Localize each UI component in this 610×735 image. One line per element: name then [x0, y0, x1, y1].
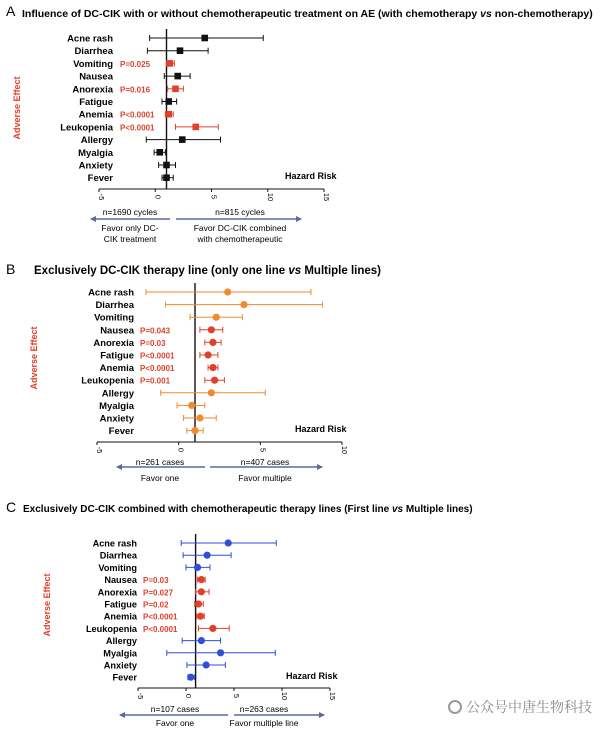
favor-right-text: Favor multiple [238, 473, 292, 483]
x-tick-label: -5 [97, 193, 106, 201]
p-value-label: P<0.0001 [140, 364, 175, 374]
row-label: Anxiety [78, 160, 113, 172]
point-estimate [198, 588, 205, 595]
row-label: Acne rash [67, 33, 113, 45]
row-label: Nausea [79, 71, 113, 83]
row-label: Allergy [101, 388, 134, 400]
row-label: Nausea [104, 575, 137, 586]
point-estimate [174, 73, 181, 80]
favor-left-n: n=1690 cycles [102, 207, 158, 217]
favor-right-arrowhead [296, 216, 302, 222]
p-value-label: P<0.0001 [143, 612, 178, 622]
x-tick-label: 15 [322, 192, 331, 202]
row-label: Myalgia [78, 147, 113, 159]
x-axis-title: Hazard Risk [286, 671, 338, 681]
row-label: Anorexia [97, 587, 137, 598]
row-label: Diarrhea [99, 550, 137, 561]
row-label: Fever [87, 173, 113, 185]
point-estimate [224, 288, 231, 295]
favor-left-arrowhead [119, 712, 125, 718]
favor-left-text: CIK treatment [103, 234, 157, 244]
y-axis-label: Adverse Effect [42, 573, 52, 637]
point-estimate [165, 98, 172, 105]
point-estimate [213, 314, 220, 321]
row-label: Nausea [100, 325, 134, 337]
p-value-label: P=0.027 [143, 588, 174, 598]
row-label: Myalgia [103, 648, 137, 659]
point-estimate [203, 661, 210, 668]
p-value-label: P<0.0001 [140, 351, 175, 361]
favor-right-arrowhead [317, 464, 323, 470]
point-estimate [209, 625, 216, 632]
p-value-label: P=0.025 [120, 59, 151, 69]
panel-letter: A [6, 3, 16, 19]
row-label: Anorexia [72, 84, 113, 96]
point-estimate [187, 674, 194, 681]
panel-title: Exclusively DC-CIK therapy line (only one line vs Multiple lines) [34, 265, 382, 277]
p-value-label: P=0.03 [143, 576, 169, 586]
x-axis-title: Hazard Risk [285, 171, 337, 181]
row-label: Anxiety [99, 413, 134, 425]
point-estimate [204, 351, 211, 358]
x-tick-label: 0 [153, 194, 163, 200]
point-estimate [201, 35, 208, 42]
row-label: Anemia [103, 611, 137, 622]
row-label: Fever [108, 426, 134, 438]
row-label: Fatigue [79, 97, 113, 108]
point-estimate [209, 364, 216, 371]
favor-right-arrowhead [319, 712, 325, 718]
p-value-label: P<0.0001 [120, 110, 155, 120]
point-estimate [192, 124, 199, 131]
row-label: Myalgia [99, 400, 134, 412]
row-label: Fatigue [104, 599, 137, 610]
x-tick-label: -5 [95, 446, 104, 454]
panel-letter: B [6, 261, 16, 277]
y-axis-label: Adverse Effect [12, 76, 22, 140]
p-value-label: P=0.043 [140, 326, 171, 336]
x-tick-label: 10 [280, 691, 289, 701]
favor-right-text: with chemotherapeutic [197, 234, 283, 244]
point-estimate [195, 600, 202, 607]
favor-right-n: n=815 cycles [215, 207, 265, 217]
favor-left-n: n=261 cases [135, 457, 185, 467]
p-value-label: P<0.0001 [143, 624, 178, 634]
favor-right-n: n=407 cases [240, 457, 290, 467]
row-label: Anemia [99, 363, 134, 375]
point-estimate [240, 301, 247, 308]
point-estimate [198, 576, 205, 583]
row-label: Acne rash [88, 287, 134, 299]
point-estimate [198, 637, 205, 644]
point-estimate [177, 47, 184, 54]
favor-left-text: Favor one [155, 718, 195, 728]
favor-left-arrowhead [90, 216, 96, 222]
x-tick-label: 0 [184, 693, 193, 699]
row-label: Allergy [80, 135, 113, 147]
x-tick-label: 0 [176, 447, 186, 453]
x-axis-title: Hazard Risk [295, 424, 347, 434]
row-label: Diarrhea [74, 46, 113, 58]
p-value-label: P=0.016 [120, 85, 151, 95]
x-tick-label: 5 [258, 447, 268, 453]
row-label: Anorexia [93, 337, 134, 349]
point-estimate [188, 402, 195, 409]
row-label: Vomiting [94, 312, 134, 324]
row-label: Fever [112, 672, 137, 683]
point-estimate [172, 86, 179, 93]
row-label: Leukopenia [60, 122, 113, 134]
point-estimate [167, 60, 174, 67]
point-estimate [163, 162, 170, 169]
row-label: Leukopenia [85, 623, 137, 634]
point-estimate [209, 339, 216, 346]
favor-right-text: Favor multiple line [229, 718, 299, 728]
favor-left-n: n=107 cases [150, 704, 200, 714]
point-estimate [208, 326, 215, 333]
panel-letter: C [6, 499, 17, 515]
favor-right-n: n=263 cases [239, 704, 289, 714]
p-value-label: P<0.0001 [120, 123, 155, 133]
panel-title: Influence of DC-CIK with or without chemotherapeutic treatment on AE (with chemotherapy vs non-chemotherapy) [22, 8, 593, 20]
favor-left-arrowhead [116, 464, 122, 470]
point-estimate [225, 539, 232, 546]
point-estimate [211, 377, 218, 384]
point-estimate [204, 552, 211, 559]
point-estimate [165, 111, 172, 118]
x-tick-label: -5 [136, 692, 145, 700]
x-tick-label: 5 [209, 194, 219, 200]
point-estimate [179, 136, 186, 143]
p-value-label: P=0.03 [140, 338, 166, 348]
point-estimate [197, 613, 204, 620]
favor-left-text: Favor one [140, 473, 180, 483]
x-tick-label: 15 [328, 691, 337, 701]
point-estimate [217, 649, 224, 656]
row-label: Fatigue [100, 350, 134, 362]
y-axis-label: Adverse Effect [29, 326, 39, 390]
x-tick-label: 10 [265, 192, 275, 202]
x-tick-label: 5 [232, 693, 241, 699]
row-label: Diarrhea [95, 300, 134, 312]
x-tick-label: 10 [340, 445, 349, 455]
p-value-label: P=0.001 [140, 376, 171, 386]
panel-title: Exclusively DC-CIK combined with chemotherapeutic therapy lines (First line vs Multiple lines) [23, 504, 473, 515]
point-estimate [196, 414, 203, 421]
row-label: Anxiety [103, 660, 137, 671]
p-value-label: P=0.02 [143, 600, 169, 610]
row-label: Vomiting [98, 562, 137, 573]
point-estimate [156, 149, 163, 156]
point-estimate [208, 389, 215, 396]
favor-right-text: Favor DC-CIK combined [193, 223, 287, 233]
row-label: Acne rash [92, 538, 137, 549]
wechat-icon [448, 700, 462, 714]
row-label: Anemia [78, 109, 113, 121]
point-estimate [163, 174, 170, 181]
point-estimate [194, 564, 201, 571]
point-estimate [191, 427, 198, 434]
favor-left-text: Favor only DC- [101, 223, 159, 233]
watermark-text: 公众号中唐生物科技 [466, 700, 592, 716]
row-label: Vomiting [73, 58, 113, 70]
row-label: Allergy [105, 636, 137, 647]
watermark [448, 697, 592, 717]
row-label: Leukopenia [81, 375, 134, 387]
